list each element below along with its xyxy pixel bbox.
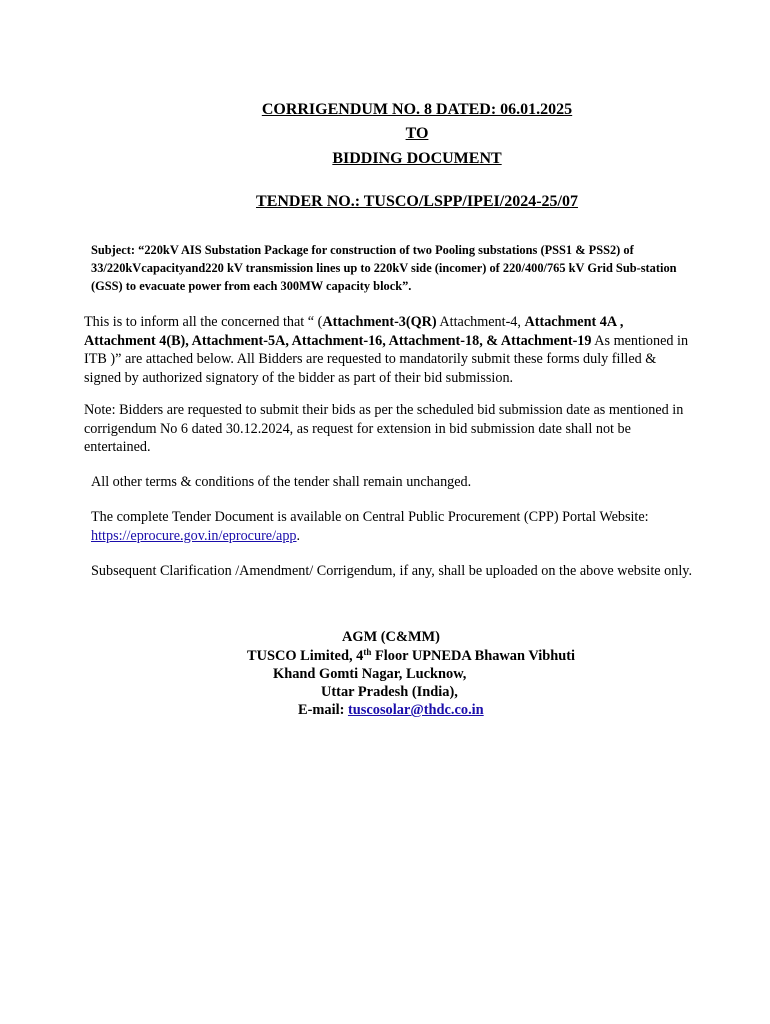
attachments-paragraph bbox=[84, 313, 694, 387]
terms-paragraph: All other terms & conditions of the tender shall remain unchanged. bbox=[91, 474, 472, 490]
para1-bold-attachment-3: Attachment-3(QR) bbox=[322, 314, 437, 330]
para4-text: The complete Tender Document is available on Central Public Procurement (CPP) Portal Website: bbox=[91, 509, 649, 525]
signature-address-line2: Khand Gomti Nagar, Lucknow, bbox=[273, 666, 467, 682]
email-label: E-mail: bbox=[298, 702, 348, 718]
to-heading: TO bbox=[405, 125, 429, 142]
signature-email-line bbox=[298, 701, 484, 719]
para1-suffix: As mentioned in ITB )” are attached below. All Bidders are requested to mandatorily submit these forms duly filled & signed by authorized signatory of the bidder as part of their bid submission. bbox=[84, 332, 689, 386]
corrigendum-title: CORRIGENDUM NO. 8 DATED: 06.01.2025 bbox=[261, 101, 573, 118]
signature-address-line3: Uttar Pradesh (India), bbox=[321, 684, 458, 700]
address-superscript: th bbox=[363, 647, 372, 657]
signature-address-line1 bbox=[247, 647, 575, 665]
note-paragraph: Note: Bidders are requested to submit their bids as per the scheduled bid submission date as mentioned in corrigendum No 6 dated 30.12.2024, as request for extension in bid submission date shall not be entertained. bbox=[84, 402, 684, 455]
tender-number-heading: TENDER NO.: TUSCO/LSPP/IPEI/2024-25/07 bbox=[256, 193, 578, 210]
address-line1-a: TUSCO Limited, 4 bbox=[247, 648, 364, 664]
clarification-paragraph: Subsequent Clarification /Amendment/ Corrigendum, if any, shall be uploaded on the above website only. bbox=[91, 563, 692, 579]
email-link[interactable]: tuscosolar@thdc.co.in bbox=[347, 702, 484, 718]
signature-designation: AGM (C&MM) bbox=[342, 629, 440, 645]
bidding-document-heading: BIDDING DOCUMENT bbox=[332, 150, 502, 167]
para4-end: . bbox=[296, 527, 301, 544]
para1-mid: Attachment-4, bbox=[436, 314, 525, 330]
para1-bold-attachments: Attachment 4A , Attachment 4(B), Attachment-5A, Attachment-16, Attachment-18, & Attachment-19 bbox=[84, 314, 624, 349]
subject-paragraph: Subject: “220kV AIS Substation Package for construction of two Pooling substations (PSS1 & PSS2) of 33/220kVcapacityand220 kV transmission lines up to 220kV side (incomer) of 220/400/765 kV Grid Sub-station (GSS) to evacuate power from each 300MW capacity block”. bbox=[91, 243, 677, 293]
tender-document-paragraph bbox=[91, 508, 701, 545]
para1-prefix: This is to inform all the concerned that “ ( bbox=[84, 314, 323, 330]
address-line1-b: Floor UPNEDA Bhawan Vibhuti bbox=[371, 648, 576, 664]
eprocure-link[interactable]: https://eprocure.gov.in/eprocure/app bbox=[91, 527, 297, 544]
